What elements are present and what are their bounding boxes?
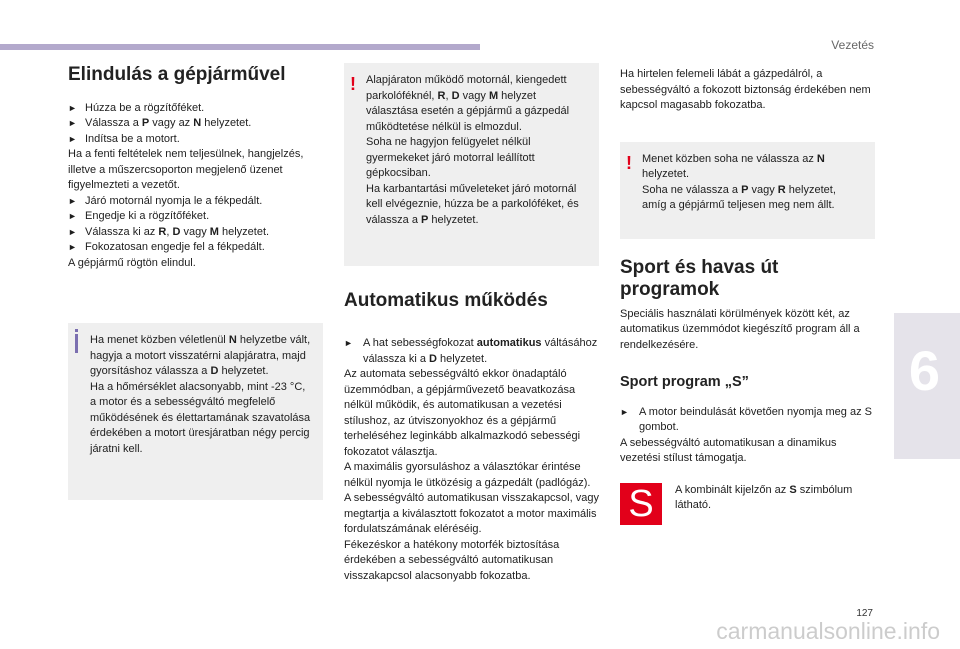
text: Válassza ki az: [85, 225, 159, 238]
warning-box: [620, 142, 875, 239]
text: váltásához válassza ki a: [363, 337, 598, 365]
section-title: Vezetés: [831, 38, 874, 52]
text: A kombinált kijelzőn az: [675, 483, 790, 496]
heading-starting: Elindulás a gépjárművel: [68, 64, 286, 85]
paragraph: Ha hirtelen felemeli lábát a gázpedálról, a sebességváltó a fokozott biztonság érdekében nem kapcsol magasabb fokozatba.: [620, 68, 871, 111]
info-text: Ha a hőmérséklet alacsonyabb, mint -23 °C, a motor és a sebességváltó megfelelő működésének és élettartamának szavatolása érdekében a motort üresjáratban négy percig járatni kell.: [90, 380, 311, 455]
list-item: [68, 225, 323, 241]
text: Alapjáraton működő motornál, kiengedett parkolóféknél,: [366, 74, 567, 102]
warning-text: [366, 182, 587, 229]
bullet-arrow-icon: ►: [68, 118, 77, 128]
bullet-arrow-icon: ►: [68, 211, 77, 221]
list-item-text: Fokozatosan engedje fel a fékpedált.: [85, 241, 265, 253]
text: vagy az: [149, 117, 194, 129]
paragraph: A sebességváltó automatikusan a dinamikus vezetési stílust támogatja.: [620, 436, 837, 464]
note-text: [675, 483, 875, 514]
text: helyzet választása esetén a gépjármű a gázpedál működtetése nélkül is elmozdul.: [366, 89, 570, 133]
list-item-text: A motor beindulását követően nyomja meg az S gombot.: [639, 405, 872, 433]
list-item: [68, 132, 323, 148]
paragraph: Speciális használati körülmények között két, az automatikus üzemmódot kiegészítő program áll a rendelkezésére.: [620, 307, 860, 351]
warning-text: [366, 73, 587, 135]
paragraph: A maximális gyorsuláshoz a választókar érintése nélkül nyomja le ütközésig a gázpedált (padlógáz). A sebességváltó automatikusan visszakapcsol, vagy megtartja a kiválasztott fokozatot a motor maximális fordulatszámának eléréséig.: [344, 461, 599, 535]
chapter-number: 6: [908, 339, 940, 402]
list-item-text: Húzza be a rögzítőféket.: [85, 101, 205, 114]
watermark: carmanualsonline.info: [716, 618, 940, 644]
gear-key: R: [777, 183, 786, 196]
gear-key: D: [451, 89, 460, 102]
paragraph: Az automata sebességváltó ekkor önadaptáló üzemmódban, a gépjárművezető beavatkozása nélkül működik, és automatikusan a vezetési stílushoz, az útviszonyokhoz és a gépjármű terheléséhez leginkább alkalmazkodó sebességi fokozatot választja.: [344, 368, 581, 458]
text: A hat sebességfokozat: [363, 337, 477, 349]
text: helyzetbe vált, hagyja a motort visszatérni alapjáratra, majd gyorsításhoz válassza a: [90, 334, 311, 377]
gear-key: R: [437, 89, 446, 102]
list-item-text: Engedje ki a rögzítőféket.: [85, 210, 210, 222]
bullet-arrow-icon: ►: [68, 102, 77, 113]
heading-sport-snow: Sport és havas út programok: [620, 256, 779, 300]
heading-automatic: Automatikus működés: [344, 290, 548, 311]
list-item: [68, 116, 323, 132]
gear-key: P: [141, 117, 150, 129]
text: helyzetet.: [428, 213, 479, 226]
warning-box: [344, 63, 599, 266]
info-text: [90, 333, 311, 380]
column-3: [620, 63, 875, 531]
warning-text: [642, 152, 863, 183]
text: Válassza a: [85, 117, 142, 129]
bullet-arrow-icon: ►: [620, 406, 629, 417]
gear-key: N: [228, 334, 237, 346]
warning-text: [642, 183, 863, 214]
sport-indicator-note: [620, 483, 875, 531]
bullet-arrow-icon: ►: [68, 242, 77, 252]
text: ,: [166, 225, 173, 238]
heading-sport-program: Sport program „S”: [620, 374, 749, 390]
gear-key: M: [488, 89, 499, 102]
text: vagy: [748, 183, 778, 196]
list-item: [68, 194, 323, 210]
text: vagy: [459, 89, 489, 102]
list-item: [620, 405, 875, 436]
text: ,: [445, 89, 452, 102]
gear-key: D: [210, 365, 219, 377]
text: helyzetet.: [642, 168, 690, 180]
bullet-arrow-icon: ►: [68, 195, 77, 206]
list-item: [344, 336, 599, 367]
header-bar: [0, 44, 480, 50]
info-box: [68, 323, 323, 500]
keyword: automatikus: [476, 337, 542, 349]
warning-icon: !: [350, 74, 356, 94]
gear-key: N: [816, 152, 825, 165]
bullet-arrow-icon: ►: [68, 226, 77, 237]
paragraph: Fékezéskor a hatékony motorfék biztosítása érdekében a sebességváltó automatikusan visszakapcsol alacsonyabb fokozatba.: [344, 538, 560, 582]
text: Menet közben soha ne válassza az: [642, 152, 817, 165]
page-number: 127: [856, 608, 873, 619]
gear-key: M: [209, 225, 219, 238]
text: helyzetet.: [201, 117, 252, 129]
text: helyzetet.: [436, 352, 488, 365]
gear-key: R: [158, 225, 167, 238]
list-item: [68, 209, 323, 225]
warning-icon: !: [626, 152, 632, 173]
list-item-text: Indítsa be a motort.: [85, 132, 180, 145]
paragraph: Ha a fenti feltételek nem teljesülnek, hangjelzés, illetve a műszercsoporton megjelenő üzenet figyelmezteti a vezetőt.: [68, 148, 304, 191]
keyword: S: [789, 483, 797, 496]
bullet-arrow-icon: ►: [344, 338, 353, 348]
text: Soha ne válassza a: [642, 183, 742, 196]
column-2: [344, 63, 599, 584]
info-icon: [75, 334, 78, 353]
text: helyzetet.: [218, 365, 269, 377]
gear-key: D: [172, 225, 181, 238]
gear-key: P: [421, 213, 429, 226]
text: Ha menet közben véletlenül: [90, 334, 229, 346]
bullet-arrow-icon: ►: [68, 133, 77, 144]
sport-s-icon: S: [620, 483, 662, 525]
list-item: [68, 101, 323, 117]
text: helyzetet, amíg a gépjármű teljesen meg nem állt.: [642, 183, 836, 211]
column-1: [68, 63, 323, 500]
gear-key: P: [741, 183, 749, 196]
list-item-text: Járó motornál nyomja le a fékpedált.: [85, 194, 263, 207]
paragraph: A gépjármű rögtön elindul.: [68, 256, 196, 269]
text: szimbólum látható.: [675, 483, 853, 511]
gear-key: N: [193, 117, 202, 129]
warning-text: Soha ne hagyjon felügyelet nélkül gyermekeket járó motorral leállított gépkocsiban.: [366, 136, 535, 179]
text: helyzetet.: [218, 225, 270, 238]
gear-key: D: [429, 352, 437, 365]
list-item: [68, 240, 323, 256]
text: vagy: [180, 225, 210, 238]
text: Ha karbantartási műveleteket járó motornál kell elvégeznie, húzza be a parkolóféket, és válassza a: [366, 182, 579, 226]
